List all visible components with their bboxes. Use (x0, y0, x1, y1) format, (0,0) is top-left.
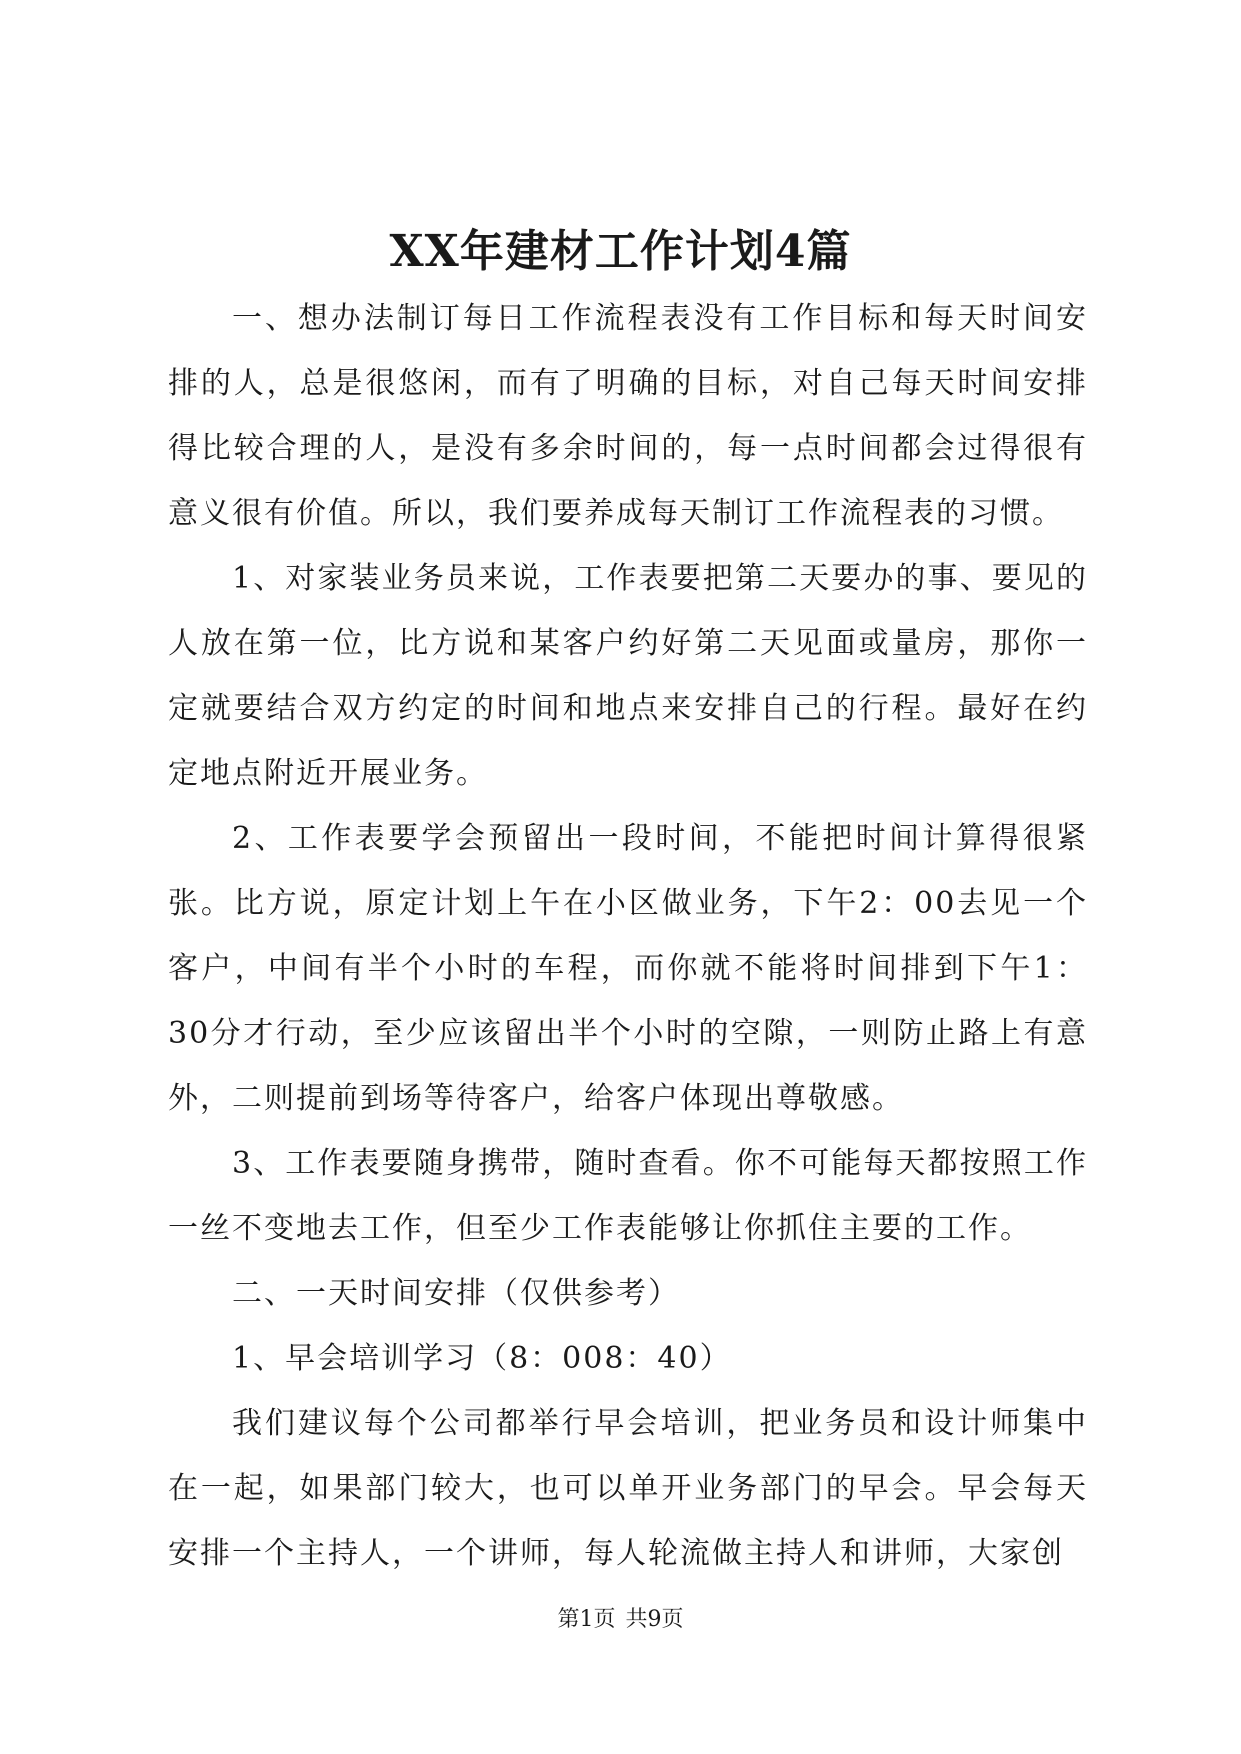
paragraph: 2、工作表要学会预留出一段时间，不能把时间计算得很紧张。比方说，原定计划上午在小区做业务，下午2：00去见一个客户，中间有半个小时的车程，而你就不能将时间排到下午1：30分才行动，至少应该留出半个小时的空隙，一则防止路上有意外，二则提前到场等待客户，给客户体现出尊敬感。 (168, 821, 1088, 1116)
page-footer (0, 1605, 1241, 1635)
section-heading: 二、一天时间安排（仅供参考） (232, 1276, 680, 1311)
subsection-heading: 1、早会培训学习（8：008：40） (232, 1341, 732, 1376)
page-total: 共9页 (625, 1607, 684, 1632)
document-title: XX年建材工作计划4篇 (389, 226, 852, 277)
paragraph: 我们建议每个公司都举行早会培训，把业务员和设计师集中在一起，如果部门较大，也可以单开业务部门的早会。早会每天安排一个主持人，一个讲师，每人轮流做主持人和讲师，大家创 (168, 1406, 1088, 1571)
page-number: 第1页 (557, 1607, 616, 1632)
paragraph: 一、想办法制订每日工作流程表没有工作目标和每天时间安排的人，总是很悠闲，而有了明确的目标，对自己每天时间安排得比较合理的人，是没有多余时间的，每一点时间都会过得很有意义很有价值。所以，我们要养成每天制订工作流程表的习惯。 (168, 301, 1088, 531)
paragraph: 3、工作表要随身携带，随时查看。你不可能每天都按照工作一丝不变地去工作，但至少工作表能够让你抓住主要的工作。 (168, 1146, 1088, 1246)
paragraph: 1、对家装业务员来说，工作表要把第二天要办的事、要见的人放在第一位，比方说和某客户约好第二天见面或量房，那你一定就要结合双方约定的时间和地点来安排自己的行程。最好在约定地点附近开展业务。 (168, 561, 1088, 791)
document-body (168, 286, 1088, 1586)
